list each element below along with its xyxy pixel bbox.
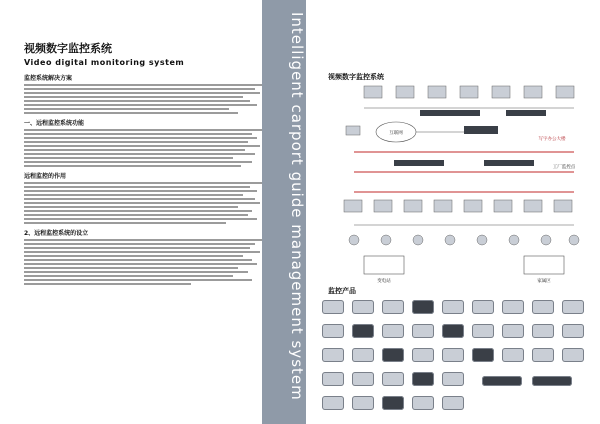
camera-icon [554,200,572,212]
product-camera-icon [472,300,494,314]
monitor-icon [364,86,382,98]
camera-icon [524,200,542,212]
text-block-4 [24,239,262,285]
dome-camera-icon [569,235,579,245]
product-camera-icon [352,300,374,314]
camera-icon [374,200,392,212]
dome-camera-icon [509,235,519,245]
product-camera-icon [412,324,434,338]
product-camera-icon [412,396,434,410]
product-camera-icon [442,372,464,386]
dome-camera-icon [477,235,487,245]
product-camera-icon [502,348,524,362]
product-dvr-icon [532,376,572,386]
product-camera-icon [442,348,464,362]
monitor-icon [428,86,446,98]
text-block-2 [24,129,262,167]
diagram-title: 视频数字监控系统 [328,73,384,81]
product-camera-icon [382,396,404,410]
product-camera-icon [442,300,464,314]
section-heading-1: 监控系统解决方案 [24,75,73,82]
product-camera-icon [352,348,374,362]
camera-icon [494,200,512,212]
section-heading-4: 2、远程监控系统的设立 [24,230,89,237]
server-rack-icon [420,110,480,116]
product-camera-icon [532,324,554,338]
camera-icon [434,200,452,212]
product-camera-icon [382,324,404,338]
office-label: 写字办公大楼 [538,137,566,142]
residential-label: 家属区 [537,279,551,284]
product-camera-icon [382,348,404,362]
substation-label: 变电站 [377,279,391,284]
product-camera-icon [502,324,524,338]
product-camera-icon [322,348,344,362]
product-camera-icon [352,372,374,386]
dome-camera-icon [349,235,359,245]
product-camera-icon [532,348,554,362]
dvr-icon [394,160,444,166]
monitor-icon [524,86,542,98]
product-camera-icon [322,396,344,410]
product-camera-icon [352,324,374,338]
section-heading-3: 远程监控的作用 [24,173,67,180]
residential-box [524,256,564,274]
substation-box [364,256,404,274]
dome-camera-icon [413,235,423,245]
products-title: 监控产品 [328,287,356,295]
text-block-3 [24,182,262,224]
product-dvr-icon [482,376,522,386]
section-heading-2: 一、远程监控系统功能 [24,120,85,127]
product-camera-icon [532,300,554,314]
camera-icon [464,200,482,212]
right-page [306,0,600,424]
spine-text: Intelligent carport guide management system [288,12,306,401]
top-camera-row [364,86,574,116]
product-camera-icon [352,396,374,410]
product-camera-icon [412,348,434,362]
page-subtitle: Video digital monitoring system [24,58,185,67]
product-camera-icon [322,372,344,386]
server-rack-icon [506,110,546,116]
factory-label: 工厂监控点 [552,165,576,170]
dome-camera-icon [381,235,391,245]
product-camera-icon [322,324,344,338]
product-camera-icon [502,300,524,314]
product-camera-icon [412,300,434,314]
cloud-label: 互联网 [389,131,403,136]
camera-icon [344,200,362,212]
left-page [24,40,262,412]
products-grid [322,300,596,414]
system-diagram [334,80,596,288]
product-camera-icon [562,324,584,338]
monitor-icon [460,86,478,98]
page-title: 视频数字监控系统 [24,42,112,55]
text-block-1 [24,84,262,114]
monitor-icon [492,86,510,98]
product-camera-icon [442,396,464,410]
switch-icon [464,126,498,134]
product-camera-icon [562,300,584,314]
dvr-icon [484,160,534,166]
product-camera-icon [472,348,494,362]
monitor-icon [556,86,574,98]
product-camera-icon [382,300,404,314]
monitor-icon [396,86,414,98]
dome-camera-icon [445,235,455,245]
laptop-icon [346,126,360,135]
product-camera-icon [562,348,584,362]
product-camera-icon [382,372,404,386]
product-camera-icon [412,372,434,386]
product-camera-icon [442,324,464,338]
dome-camera-icon [541,235,551,245]
camera-icon [404,200,422,212]
product-camera-icon [472,324,494,338]
product-camera-icon [322,300,344,314]
